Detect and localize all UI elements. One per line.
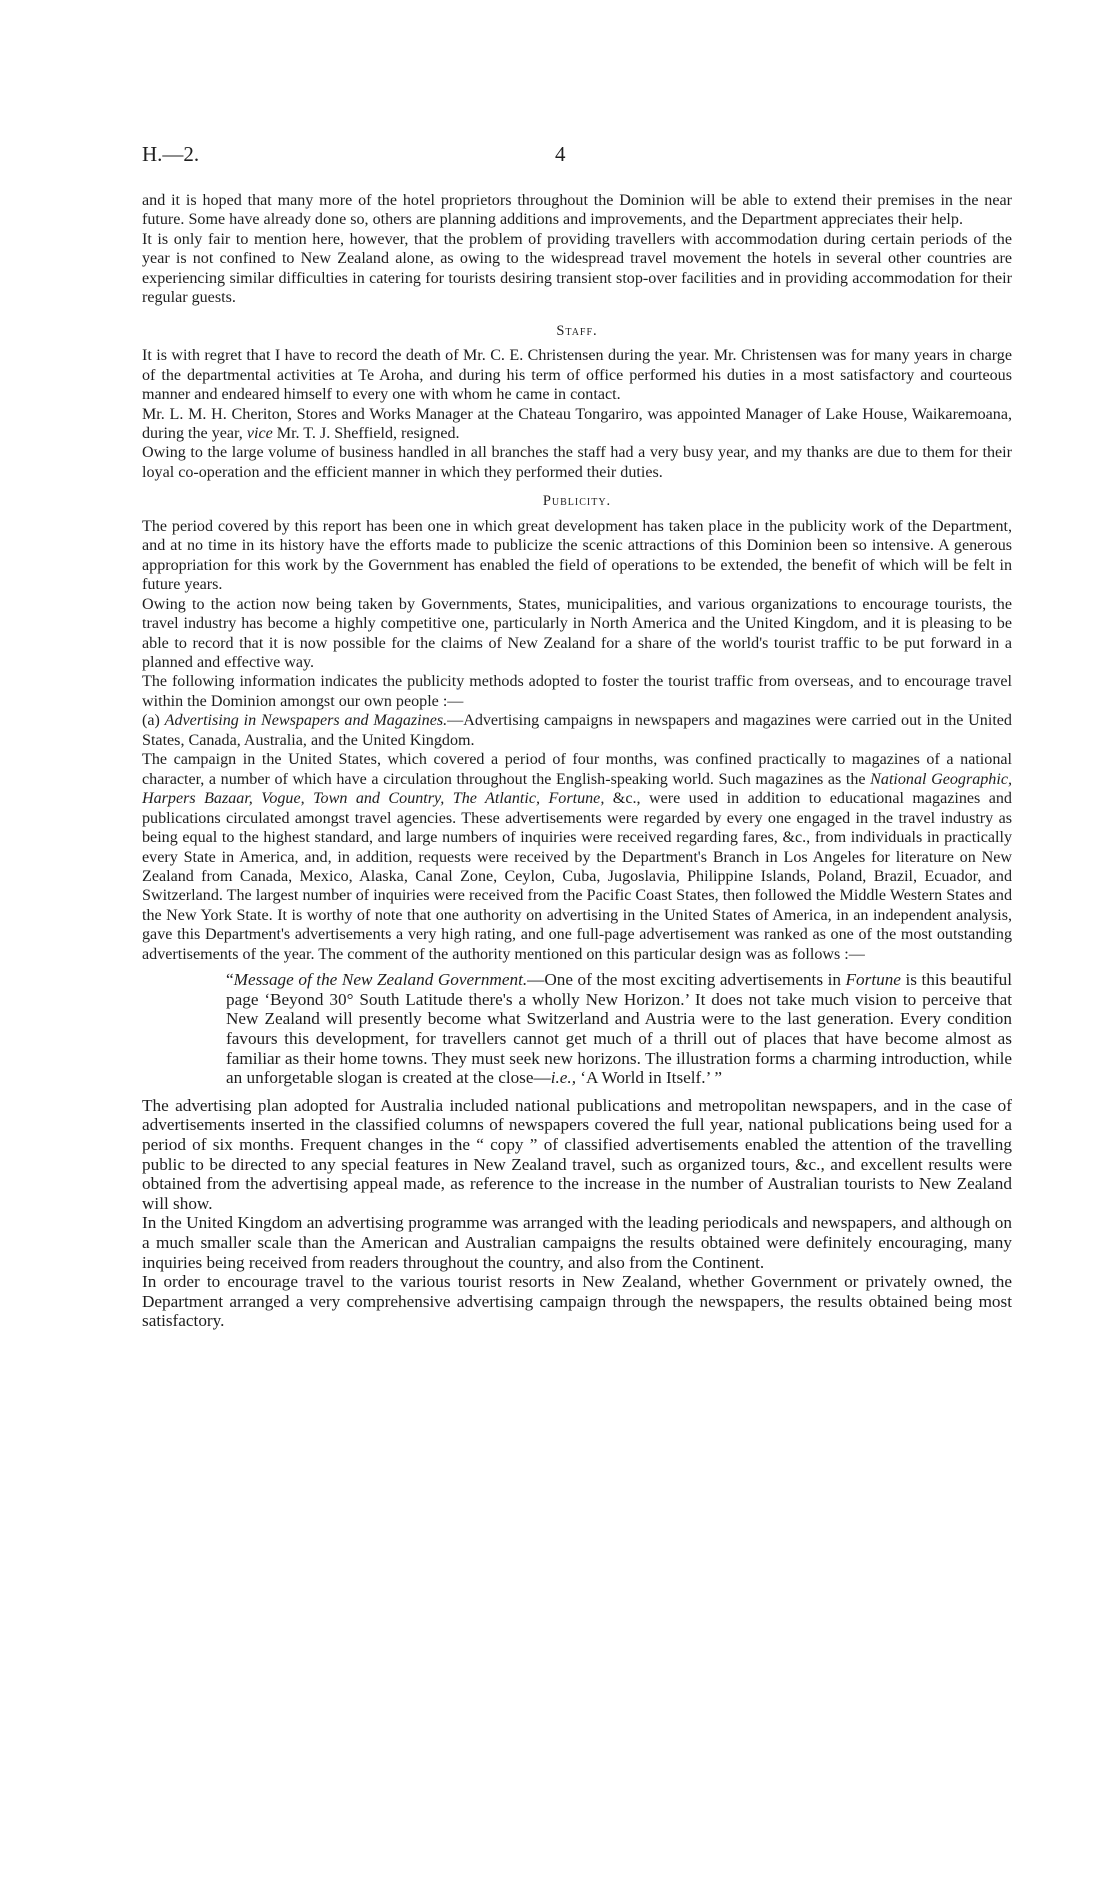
text-run: ‘A World in Itself.’ ” [576,1068,722,1088]
text-run: —Advertising campaigns in newspapers and magazines were carried out in the United States, Canada, Australia, and the United Kingdom. [142,712,1012,749]
text-run: Mr. T. J. Sheffield, resigned. [272,424,460,442]
paragraph-staff-thanks: Owing to the large volume of business handled in all branches the staff had a very busy year, and my thanks are due to them for their loyal co-operation and the efficient manner in which they performed their duties. [142,444,1012,481]
paragraph-publicity-period: The period covered by this report has been one in which great development has taken place in the publicity work of the Department, and at no time in its history have the efforts made to publicize the scenic attractions of this Dominion been so intensive. A generous appropriation for this work by the Government has enabled the field of operations to be extended, the benefit of which will be felt in future years. [142,517,1012,594]
quotation-block [142,970,1012,1088]
paragraph-australia: The advertising plan adopted for Australia included national publications and metropolitan newspapers, and in the case of advertisements inserted in the classified columns of newspapers covered the full year, national publications being used for a period of six months. Frequent changes in the “ copy ” of classified advertisements enabled the attention of the travelling public to be directed to any special features in New Zealand travel, such as organized tours, &c., and excellent results were obtained from the advertising appeal made, as reference to the increase in the number of Australian tourists to New Zealand will show. [142,1095,1012,1213]
section-heading-publicity: Publicity. [542,493,612,510]
document-body [142,191,1012,1331]
text-run: is this beautiful page ‘Beyond 30° South Latitude there's a wholly New Horizon.’ It does not take much vision to perceive that New Zealand will presently become what Switzerland and Austria were to the last generation. Every condition favours this development, for travellers cannot get much of a thrill out of places that have become almost as familiar as their home towns. They must seek new horizons. The illustration forms a charming introduction, while an unforgetable slogan is created at the close— [226,970,1013,1088]
text-run: —One of the most exciting advertisements in [527,970,846,990]
italic-run: Advertising in Newspapers and Magazines. [164,712,448,730]
paragraph-advertising [142,711,1012,750]
italic-run: National Geographic, Harpers Bazaar, Vogue, Town and Country, The Atlantic, Fortune, [142,770,1012,808]
text-run: The campaign in the United States, which covered a period of four months, was confined practically to magazines of a national character, a number of which have a circulation throughout the English-speaking world. Such magazines as the [142,751,1012,788]
italic-run: vice [246,424,273,442]
paragraph-competition: Owing to the action now being taken by Governments, States, municipalities, and various organizations to encourage tourists, the travel industry has become a highly competitive one, particularly in North America and the United Kingdom, and it is pleasing to be able to record that it is now possible for the claims of New Zealand for a share of the world's tourist traffic to be put forward in a planned and effective way. [142,595,1012,671]
paragraph-united-kingdom: In the United Kingdom an advertising programme was arranged with the leading periodicals and newspapers, and although on a much smaller scale than the American and Australian campaigns the results obtained were definitely encouraging, many inquiries being received from readers throughout the country, and also from the Continent. [142,1213,1012,1272]
italic-run: i.e., [550,1068,576,1088]
page-header [142,142,1012,172]
paragraph-accommodation: It is only fair to mention here, however, that the problem of providing travellers with accommodation during certain periods of the year is not confined to New Zealand alone, as owing to the widespread travel movement the hotels in several other countries are experiencing similar difficulties in catering for tourists desiring transient stop-over facilities and in providing accommodation for their regular guests. [142,230,1012,307]
page-number: 4 [555,142,566,166]
text-run: Mr. L. M. H. Cheriton, Stores and Works Manager at the Chateau Tongariro, was appointed Manager of Lake House, Waikaremoana, during the year, [142,405,1012,442]
document-reference: H.—2. [142,142,200,166]
paragraph-cheriton [142,405,1012,444]
paragraph-methods: The following information indicates the publicity methods adopted to foster the tourist traffic from overseas, and to encourage travel within the Dominion amongst our own people :— [142,673,1012,710]
text-run: “ [226,970,234,990]
text-run: &c., were used in addition to educational magazines and publications circulated amongst travel agencies. These advertisements were regarded by every one engaged in the travel industry as being equal to the highest standard, and large numbers of inquiries were received regarding fares, &c., from individuals in practically every State in America, and, in addition, requests were received by the Department's Branch in Los Angeles for literature on New Zealand from Canada, Mexico, Alaska, Canal Zone, Ceylon, Cuba, Jugoslavia, Philippine Islands, Poland, Brazil, Ecuador, and Switzerland. The largest number of inquiries were received from the Pacific Coast States, then followed the Middle Western States and the New York State. It is worthy of note that one authority on advertising in the United States of America, in an independent analysis, gave this Department's advertisements a very high rating, and one full-page advertisement was ranked as one of the most outstanding advertisements of the year. The comment of the authority mentioned on this particular design was as follows :— [142,790,1012,963]
italic-run: Fortune [845,970,901,990]
text-run: (a) [142,712,165,730]
italic-run: Message of the New Zealand Government. [233,970,528,990]
paragraph-continuation: and it is hoped that many more of the hotel proprietors throughout the Dominion will be able to extend their premises in the near future. Some have already done so, others are planning additions and improvements, and the Department appreciates their help. [142,192,1012,229]
paragraph-christensen: It is with regret that I have to record the death of Mr. C. E. Christensen during the year. Mr. Christensen was for many years in charge of the departmental activities at Te Aroha, and during his term of office performed his duties in a most satisfactory and courteous manner and endeared himself to every one with whom he came in contact. [142,347,1012,404]
paragraph-domestic: In order to encourage travel to the various tourist resorts in New Zealand, whether Government or privately owned, the Department arranged a very comprehensive advertising campaign through the newspapers, the results obtained being most satisfactory. [142,1272,1012,1331]
paragraph-us-campaign [142,750,1012,964]
section-heading-staff: Staff. [556,322,598,339]
